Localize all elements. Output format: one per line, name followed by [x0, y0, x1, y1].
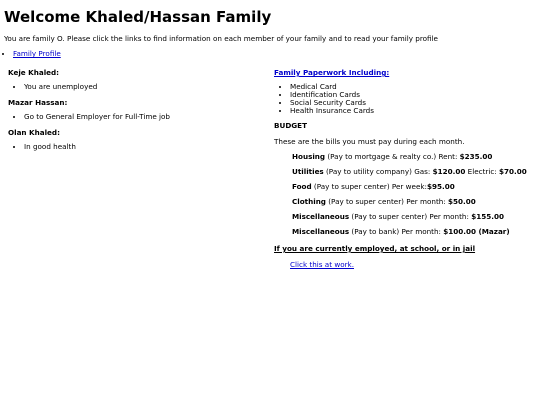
- profile-link-list: [4, 49, 61, 58]
- bill-miscellaneous-bank: [274, 227, 536, 242]
- list-item: • Social Security Cards: [290, 99, 536, 107]
- member-name: Mazar Hassan:: [8, 98, 68, 107]
- bill-miscellaneous: [274, 212, 536, 227]
- bill-detail: (Pay to mortgage & realty co.) Rent:: [325, 152, 460, 161]
- member-name: Olan Khaled:: [8, 128, 60, 137]
- family-members: [8, 68, 258, 158]
- member-status-list: [8, 82, 258, 91]
- bill-detail: (Pay to super center) Per week:: [311, 182, 427, 191]
- bill-label: Clothing: [292, 197, 326, 206]
- paperwork-link[interactable]: Family Paperwork Including:: [274, 68, 390, 77]
- member-status-list: [8, 142, 258, 151]
- family-profile-link[interactable]: Family Profile: [13, 49, 61, 58]
- bill-label: Miscellaneous: [292, 227, 350, 236]
- bill-detail: (Pay to super center) Per month:: [349, 212, 472, 221]
- bill-label: Miscellaneous: [292, 212, 350, 221]
- paperwork-list: [274, 83, 536, 115]
- member-status: • In good health: [24, 142, 258, 151]
- budget-heading: BUDGET: [274, 121, 307, 130]
- bills-intro: These are the bills you must pay during each month.: [274, 137, 465, 146]
- bill-housing: [274, 152, 536, 167]
- bill-detail: (Pay to super center) Per month:: [325, 197, 449, 206]
- bill-clothing: [274, 197, 536, 212]
- bill-amount: $100.00 (Mazar): [443, 227, 510, 236]
- bill-label: Food: [292, 182, 312, 191]
- bill-detail: Electric:: [465, 167, 499, 176]
- bill-amount: $95.00: [426, 182, 455, 191]
- employment-heading: If you are currently employed, at school, or in jail: [274, 244, 476, 253]
- member-name: Keje Khaled:: [8, 68, 60, 77]
- list-item: • Health Insurance Cards: [290, 107, 536, 115]
- member-status-list: [8, 112, 258, 121]
- list-item: • Medical Card: [290, 83, 536, 91]
- work-link[interactable]: Click this at work.: [290, 260, 354, 269]
- bill-detail: (Pay to bank) Per month:: [349, 227, 444, 236]
- bill-utilities: [274, 167, 536, 182]
- bill-label: Utilities: [292, 167, 324, 176]
- list-item: [13, 49, 61, 58]
- bill-detail: (Pay to utility company) Gas:: [323, 167, 433, 176]
- list-item: • Identification Cards: [290, 91, 536, 99]
- member-status: • Go to General Employer for Full-Time job: [24, 112, 258, 121]
- bill-amount: $235.00: [459, 152, 493, 161]
- bill-label: Housing: [292, 152, 326, 161]
- family-info: [274, 68, 536, 269]
- bills-list: [274, 152, 536, 242]
- bill-food: [274, 182, 536, 197]
- bill-amount: $50.00: [448, 197, 476, 206]
- page-title: Welcome Khaled/Hassan Family: [4, 8, 272, 26]
- intro-text: You are family O. Please click the links to find information on each member of your family and to read your family profile: [4, 34, 438, 43]
- member-status: • You are unemployed: [24, 82, 258, 91]
- bill-amount: $155.00: [471, 212, 504, 221]
- bill-amount: $70.00: [499, 167, 527, 176]
- member-olan: [8, 128, 258, 158]
- bill-amount: $120.00: [432, 167, 466, 176]
- member-keje: [8, 68, 258, 98]
- member-mazar: [8, 98, 258, 128]
